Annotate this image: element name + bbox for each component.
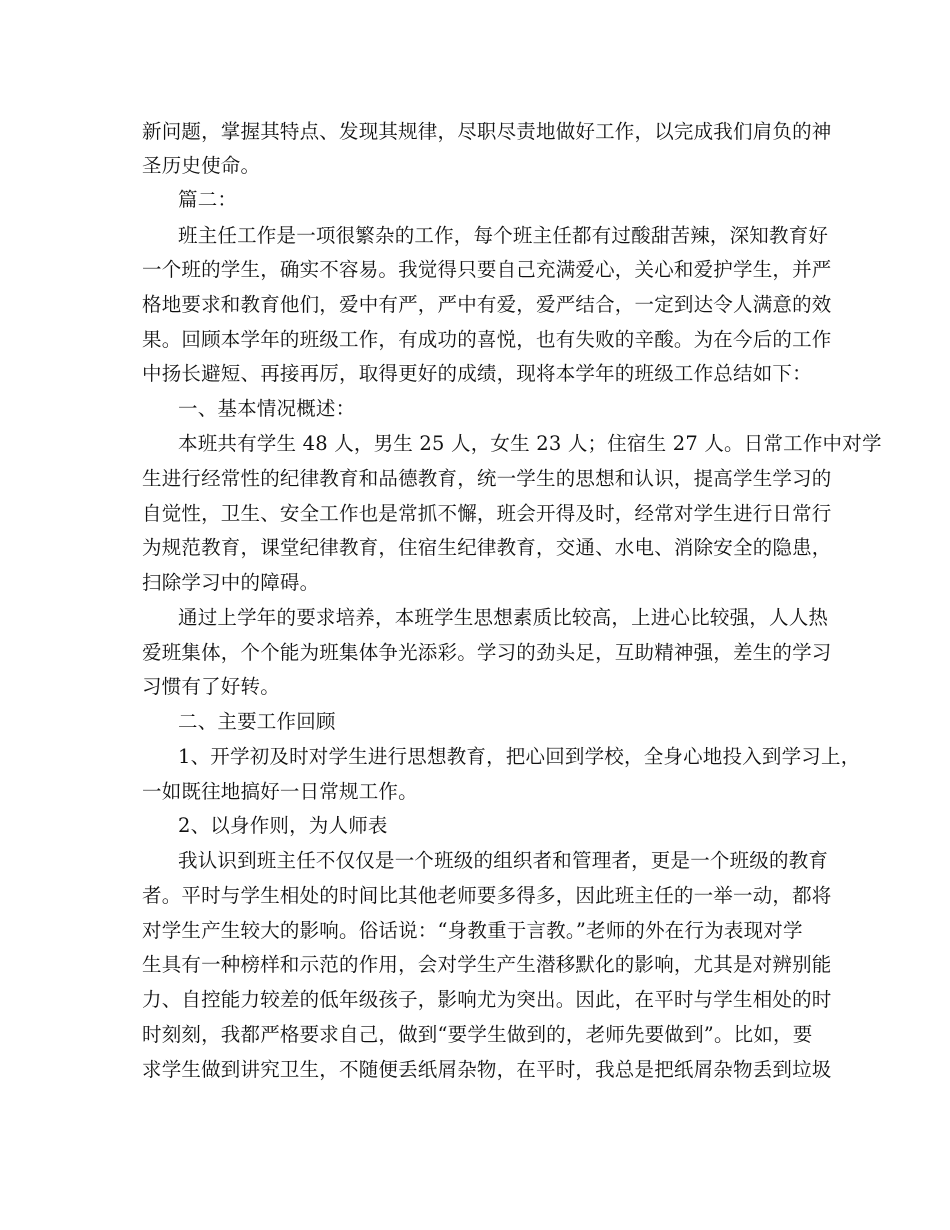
text-line: 通过上学年的要求培养，本班学生思想素质比较高，上进心比较强，人人热 — [178, 606, 829, 629]
text-line: 力、自控能力较差的低年级孩子，影响尤为突出。因此，在平时与学生相处的时 — [142, 988, 832, 1011]
text-line: 中扬长避短、再接再厉，取得更好的成绩，现将本学年的班级工作总结如下： — [142, 362, 812, 385]
text-line: 新问题，掌握其特点、发现其规律，尽职尽责地做好工作，以完成我们肩负的神 — [142, 120, 832, 143]
text-line: 为规范教育，课堂纪律教育，住宿生纪律教育，交通、水电、消除安全的隐患， — [142, 536, 832, 559]
text-line: 爱班集体，个个能为班集体争光添彩。学习的劲头足，互助精神强，差生的学习 — [142, 641, 832, 664]
text-line: 我认识到班主任不仅仅是一个班级的组织者和管理者，更是一个班级的教育 — [178, 849, 829, 872]
text-line: 自觉性，卫生、安全工作也是常抓不懈，班会开得及时，经常对学生进行日常行 — [142, 502, 832, 525]
text-line: 习惯有了好转。 — [142, 675, 280, 698]
text-line: 扫除学习中的障碍。 — [142, 571, 320, 594]
text-line: 一个班的学生，确实不容易。我觉得只要自己充满爱心，关心和爱护学生，并严 — [142, 258, 832, 281]
text-line: 时刻刻，我都严格要求自己，做到“要学生做到的，老师先要做到”。比如，要 — [142, 1023, 813, 1046]
text-line: 生具有一种榜样和示范的作用，会对学生产生潜移默化的影响，尤其是对辨别能 — [142, 953, 832, 976]
subsection-heading: 2、以身作则，为人师表 — [178, 814, 388, 837]
text-line: 对学生产生较大的影响。俗话说：“身教重于言教。”老师的外在行为表现对学 — [142, 919, 803, 942]
section-heading: 二、主要工作回顾 — [178, 710, 336, 733]
text-line: 格地要求和教育他们，爱中有严，严中有爱，爱严结合，一定到达令人满意的效 — [142, 293, 832, 316]
section-heading: 一、基本情况概述： — [178, 397, 356, 420]
text-line: 生进行经常性的纪律教育和品德教育，统一学生的思想和认识，提高学生学习的 — [142, 467, 832, 490]
section-heading: 篇二： — [178, 188, 238, 211]
text-line: 圣历史使命。 — [142, 154, 261, 177]
text-line: 一如既往地搞好一日常规工作。 — [142, 780, 418, 803]
text-line: 本班共有学生 48 人，男生 25 人，女生 23 人；住宿生 27 人。日常工作中对学 — [178, 432, 882, 455]
text-line: 求学生做到讲究卫生，不随便丢纸屑杂物，在平时，我总是把纸屑杂物丢到垃圾 — [142, 1058, 832, 1081]
text-line: 果。回顾本学年的班级工作，有成功的喜悦，也有失败的辛酸。为在今后的工作 — [142, 328, 832, 351]
text-line: 班主任工作是一项很繁杂的工作，每个班主任都有过酸甜苦辣，深知教育好 — [178, 224, 829, 247]
text-line: 者。平时与学生相处的时间比其他老师要多得多，因此班主任的一举一动，都将 — [142, 884, 832, 907]
text-line: 1、开学初及时对学生进行思想教育，把心回到学校，全身心地投入到学习上， — [178, 745, 861, 768]
